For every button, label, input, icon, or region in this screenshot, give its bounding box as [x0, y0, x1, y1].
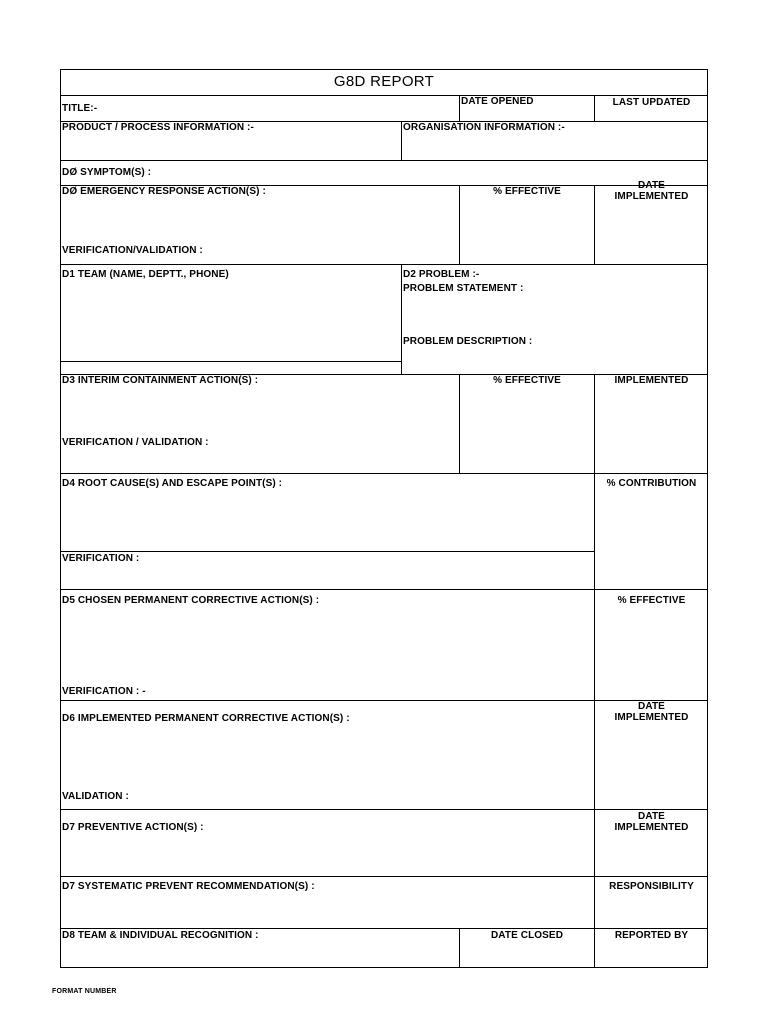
d7-date-implemented-label: IMPLEMENTED: [614, 822, 689, 833]
d0-symptoms-label: DØ SYMPTOM(S) :: [62, 167, 152, 178]
d1-team-label: D1 TEAM (NAME, DEPTT., PHONE): [62, 269, 229, 280]
divider: [401, 264, 402, 374]
g8d-report-form: [60, 69, 708, 968]
report-title: G8D REPORT: [333, 73, 435, 90]
d5-chosen-label: D5 CHOSEN PERMANENT CORRECTIVE ACTION(S) :: [62, 595, 320, 606]
d3-verification-label: VERIFICATION / VALIDATION :: [62, 437, 209, 448]
date-closed-label: DATE CLOSED: [490, 930, 564, 941]
title-field-label: TITLE:-: [62, 103, 98, 114]
d3-interim-label: D3 INTERIM CONTAINMENT ACTION(S) :: [62, 375, 259, 386]
d4-contribution-label: % CONTRIBUTION: [606, 478, 697, 489]
d6-implemented-label: D6 IMPLEMENTED PERMANENT CORRECTIVE ACTION(S) :: [62, 713, 350, 724]
d6-validation-label: VALIDATION :: [62, 791, 129, 802]
problem-statement-label: PROBLEM STATEMENT :: [403, 283, 524, 294]
problem-description-label: PROBLEM DESCRIPTION :: [403, 336, 533, 347]
organisation-info-label: ORGANISATION INFORMATION :-: [403, 122, 565, 133]
d0-date-implemented-label: DATE IMPLEMENTED: [614, 180, 689, 202]
reported-by-label: REPORTED BY: [614, 930, 689, 941]
divider: [594, 374, 595, 473]
product-info-label: PRODUCT / PROCESS INFORMATION :-: [62, 122, 254, 133]
d4-verification-label: VERIFICATION :: [62, 553, 140, 564]
divider: [459, 374, 460, 473]
d0-effective-label: % EFFECTIVE: [493, 186, 561, 197]
divider: [60, 95, 708, 96]
divider: [60, 361, 401, 362]
divider: [60, 876, 708, 877]
divider: [401, 121, 402, 160]
divider: [60, 160, 708, 161]
divider: [60, 809, 708, 810]
d2-problem-label: D2 PROBLEM :-: [403, 269, 480, 280]
d6-date-implemented-label: IMPLEMENTED: [614, 712, 689, 723]
d8-recognition-label: D8 TEAM & INDIVIDUAL RECOGNITION :: [62, 930, 259, 941]
d0-date-implemented-cell: [595, 180, 708, 202]
d0-emergency-label: DØ EMERGENCY RESPONSE ACTION(S) :: [62, 186, 266, 197]
d7-responsibility-label: RESPONSIBILITY: [609, 881, 694, 892]
divider: [60, 264, 708, 265]
divider: [60, 928, 708, 929]
date-opened-label: DATE OPENED: [461, 96, 534, 107]
d0-verification-label: VERIFICATION/VALIDATION :: [62, 245, 203, 256]
divider: [459, 95, 460, 121]
d5-effective-label: % EFFECTIVE: [617, 595, 686, 606]
last-updated-label: LAST UPDATED: [612, 97, 691, 108]
divider: [60, 551, 594, 552]
divider: [60, 473, 708, 474]
d4-root-cause-label: D4 ROOT CAUSE(S) AND ESCAPE POINT(S) :: [62, 478, 283, 489]
d7-preventive-label: D7 PREVENTIVE ACTION(S) :: [62, 822, 204, 833]
d3-implemented-label: IMPLEMENTED: [614, 375, 689, 386]
d3-effective-label: % EFFECTIVE: [493, 375, 561, 386]
d5-verification-label: VERIFICATION : -: [62, 686, 146, 697]
d7-date-label: DATE: [638, 811, 665, 822]
format-number-label: FORMAT NUMBER: [52, 988, 117, 995]
d7-systematic-label: D7 SYSTEMATIC PREVENT RECOMMENDATION(S) :: [62, 881, 315, 892]
divider: [60, 589, 708, 590]
d6-date-label: DATE: [638, 701, 665, 712]
